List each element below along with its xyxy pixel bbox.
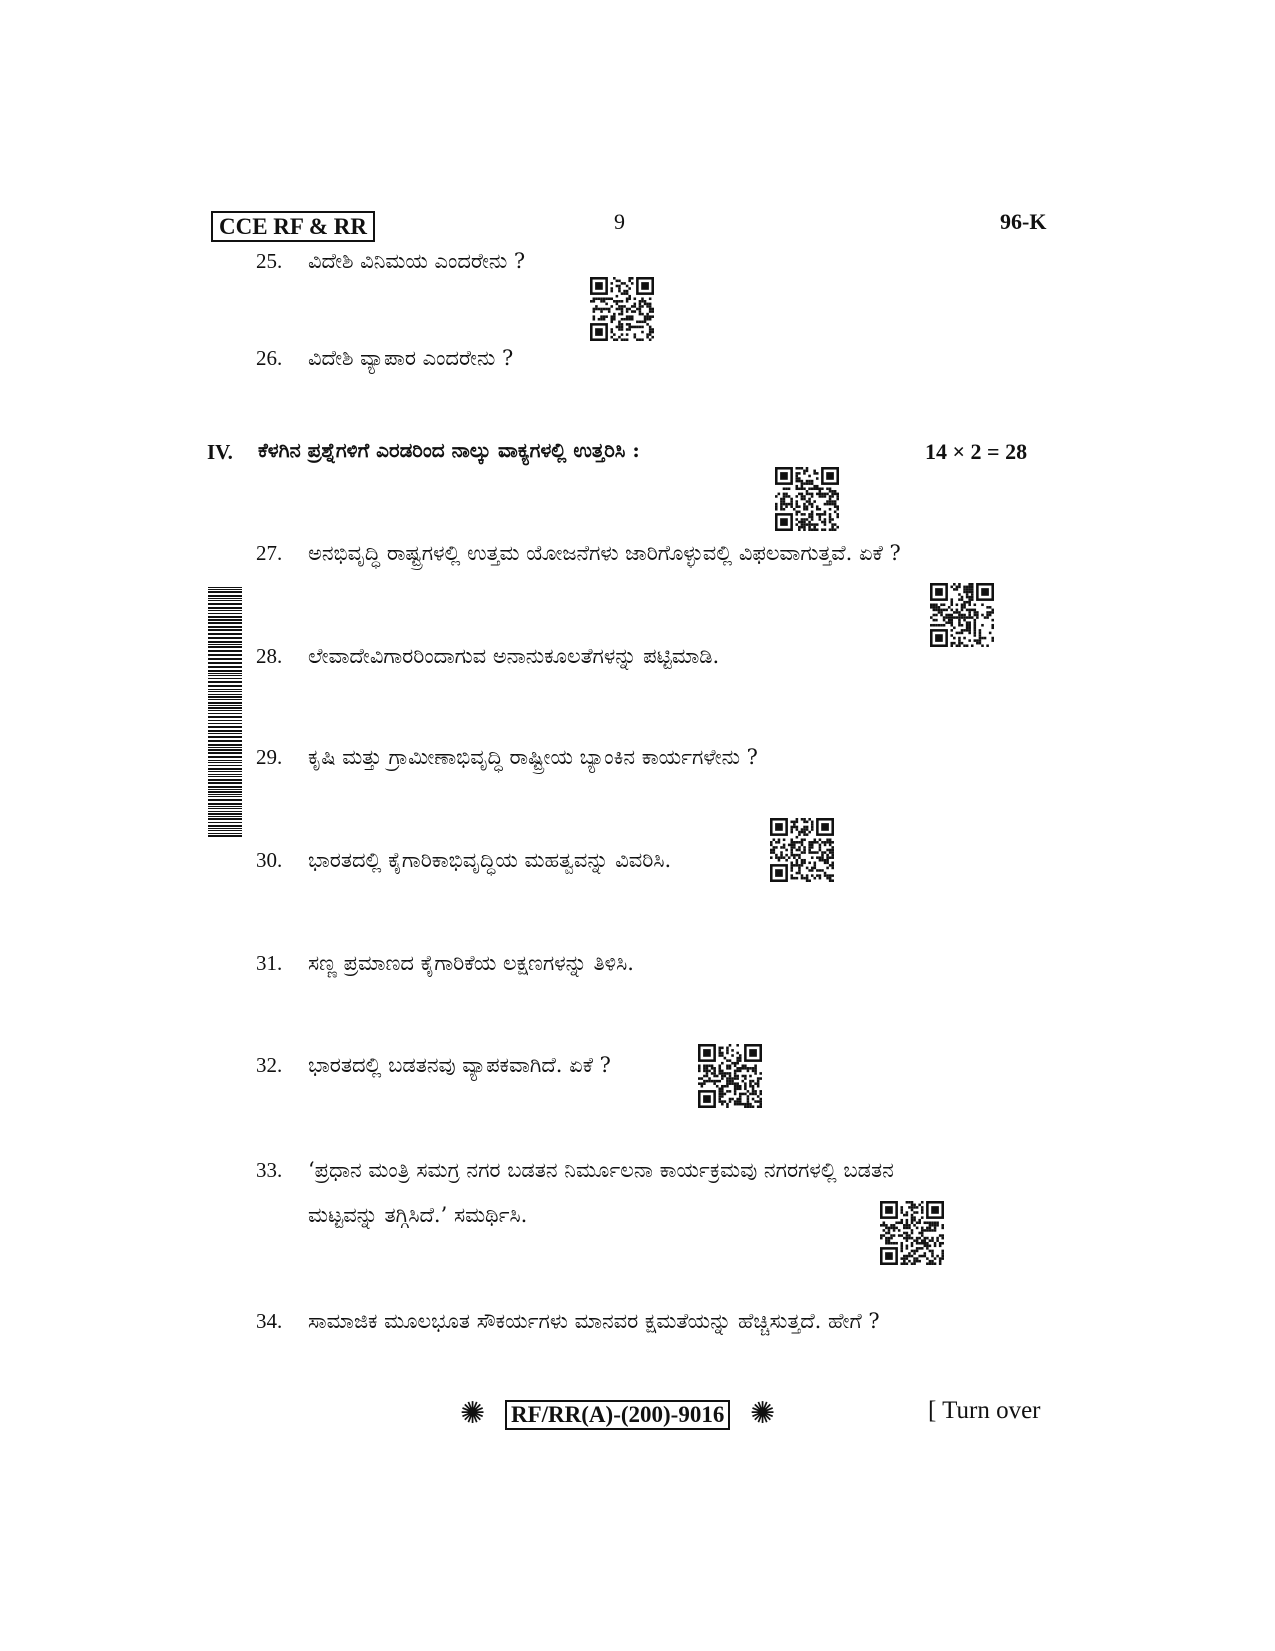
header-left-label: CCE RF & RR xyxy=(211,211,375,242)
question-28 xyxy=(256,641,719,671)
question-number: 27. xyxy=(256,541,283,565)
question-25 xyxy=(256,246,525,276)
question-text: ಕೃಷಿ ಮತ್ತು ಗ್ರಾಮೀಣಾಭಿವೃದ್ಧಿ ರಾಷ್ಟ್ರೀಯ ಬ್ಯಾಂಕಿನ ಕಾರ್ಯಗಳೇನು ? xyxy=(308,745,758,769)
question-33 xyxy=(256,1155,894,1185)
paper-code: 96-K xyxy=(1000,209,1047,234)
question-text: ಸಣ್ಣ ಪ್ರಮಾಣದ ಕೈಗಾರಿಕೆಯ ಲಕ್ಷಣಗಳನ್ನು ತಿಳಿಸಿ. xyxy=(308,951,634,975)
star-burst-icon: ✺ xyxy=(750,1396,776,1431)
question-number: 32. xyxy=(256,1053,283,1077)
question-text: ಭಾರತದಲ್ಲಿ ಕೈಗಾರಿಕಾಭಿವೃದ್ಧಿಯ ಮಹತ್ವವನ್ನು ವಿವರಿಸಿ. xyxy=(308,848,672,872)
question-number: 30. xyxy=(256,848,283,872)
question-text-line-1: ‘ಪ್ರಧಾನ ಮಂತ್ರಿ ಸಮಗ್ರ ನಗರ ಬಡತನ ನಿರ್ಮೂಲನಾ ಕಾರ್ಯಕ್ರಮವು ನಗರಗಳಲ್ಲಿ ಬಡತನ xyxy=(308,1158,894,1182)
question-29 xyxy=(256,742,758,772)
question-number: 31. xyxy=(256,951,283,975)
question-31 xyxy=(256,948,634,978)
star-burst-icon: ✺ xyxy=(460,1396,486,1431)
question-30 xyxy=(256,845,671,875)
question-34 xyxy=(256,1306,880,1336)
question-text: ಲೇವಾದೇವಿಗಾರರಿಂದಾಗುವ ಅನಾನುಕೂಲತೆಗಳನ್ನು ಪಟ್ಟಿಮಾಡಿ. xyxy=(308,644,720,668)
qr-code-icon xyxy=(880,1201,944,1265)
section-marks: 14 × 2 = 28 xyxy=(925,439,1028,464)
qr-code-icon xyxy=(930,583,994,647)
section-instruction: ಕೆಳಗಿನ ಪ್ರಶ್ನೆಗಳಿಗೆ ಎರಡರಿಂದ ನಾಲ್ಕು ವಾಕ್ಯಗಳಲ್ಲಿ ಉತ್ತರಿಸಿ : xyxy=(258,438,640,462)
question-26 xyxy=(256,343,513,373)
question-33-continuation: ಮಟ್ಟವನ್ನು ತಗ್ಗಿಸಿದೆ.’ ಸಮರ್ಥಿಸಿ. xyxy=(308,1203,528,1227)
question-text: ಅನಭಿವೃದ್ಧಿ ರಾಷ್ಟ್ರಗಳಲ್ಲಿ ಉತ್ತಮ ಯೋಜನೆಗಳು ಜಾರಿಗೊಳ್ಳುವಲ್ಲಿ ವಿಫಲವಾಗುತ್ತವೆ. ಏಕೆ ? xyxy=(308,541,901,565)
question-number: 29. xyxy=(256,745,283,769)
question-text: ವಿದೇಶಿ ವ್ಯಾಪಾರ ಎಂದರೇನು ? xyxy=(308,346,514,370)
barcode-icon xyxy=(208,587,242,837)
question-27 xyxy=(256,538,901,568)
question-number: 28. xyxy=(256,644,283,668)
question-text: ವಿದೇಶಿ ವಿನಿಮಯ ಎಂದರೇನು ? xyxy=(308,249,526,273)
qr-code-icon xyxy=(698,1044,762,1108)
qr-code-icon xyxy=(770,818,834,882)
question-number: 26. xyxy=(256,346,283,370)
question-number: 25. xyxy=(256,249,283,273)
question-text: ಭಾರತದಲ್ಲಿ ಬಡತನವು ವ್ಯಾಪಕವಾಗಿದೆ. ಏಕೆ ? xyxy=(308,1053,611,1077)
question-text: ಸಾಮಾಜಿಕ ಮೂಲಭೂತ ಸೌಕರ್ಯಗಳು ಮಾನವರ ಕ್ಷಮತೆಯನ್ನು ಹೆಚ್ಚಿಸುತ್ತದೆ. ಹೇಗೆ ? xyxy=(308,1309,880,1333)
footer-code: RF/RR(A)-(200)-9016 xyxy=(505,1400,730,1430)
question-32 xyxy=(256,1050,611,1080)
section-number: IV. xyxy=(207,440,233,464)
qr-code-icon xyxy=(590,277,654,341)
question-number: 33. xyxy=(256,1158,283,1182)
qr-code-icon xyxy=(775,467,839,531)
turn-over-label: [ Turn over xyxy=(928,1397,1041,1424)
question-number: 34. xyxy=(256,1309,283,1333)
page-number: 9 xyxy=(614,209,625,234)
